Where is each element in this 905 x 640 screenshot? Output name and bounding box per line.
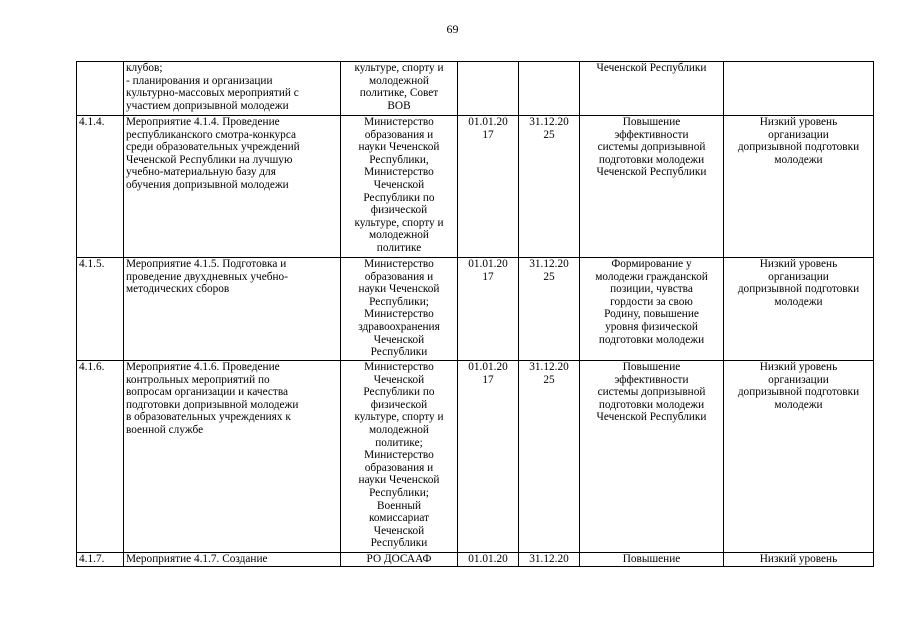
measure-risk: [724, 553, 874, 567]
measure-number: 4.1.4.: [77, 116, 124, 258]
cell-line: политике, Совет: [359, 87, 439, 100]
cell-line: 01.01.20: [468, 116, 508, 128]
cell-line: подготовки молодежи: [598, 398, 705, 411]
cell-line: 31.12.20: [529, 258, 569, 270]
cell-line: ВОВ: [387, 99, 411, 112]
table-row: [77, 258, 874, 361]
cell-line: Низкий уровень: [759, 553, 838, 565]
cell-line: Республики,: [369, 153, 429, 166]
cell-line: молодежи: [774, 295, 823, 308]
cell-line: Министерство: [364, 166, 434, 179]
cell-line: подготовки молодежи: [598, 333, 705, 346]
cell-line: 17: [482, 128, 494, 141]
measure-risk: [724, 62, 874, 116]
measure-risk: [724, 258, 874, 361]
table-row: [77, 116, 874, 258]
measure-description: [124, 361, 341, 553]
cell-line: политике: [376, 241, 422, 254]
cell-line: Формирование у: [611, 258, 692, 270]
cell-line: Республики по: [363, 191, 435, 204]
cell-line: молодежной: [369, 229, 429, 242]
measure-description: [124, 116, 341, 258]
cell-line: Военный: [376, 499, 422, 512]
cell-line: молодежи гражданской: [595, 270, 708, 283]
measure-executor: [341, 258, 458, 361]
cell-line: политике;: [375, 436, 423, 449]
cell-line: - планирования и организации: [126, 74, 273, 87]
cell-line: допризывной подготовки: [737, 386, 860, 399]
cell-line: подготовки допризывной молодежи: [126, 398, 299, 411]
cell-line: Чеченской: [373, 178, 425, 191]
cell-line: 01.01.20: [468, 258, 508, 270]
cell-line: молодежи: [774, 153, 823, 166]
cell-line: молодежной: [369, 74, 429, 87]
cell-line: организации: [768, 373, 829, 386]
cell-line: науки Чеченской: [358, 141, 440, 154]
table-row: [77, 553, 874, 567]
cell-line: эффективности: [614, 128, 689, 141]
measure-executor: [341, 116, 458, 258]
cell-line: республиканского смотра-конкурса: [126, 128, 296, 141]
cell-line: Чеченской: [373, 373, 425, 386]
cell-line: Республики по: [363, 386, 435, 399]
measure-number: 4.1.6.: [77, 361, 124, 553]
measure-risk: [724, 361, 874, 553]
table-row: [77, 62, 874, 116]
measure-number: [77, 62, 124, 116]
cell-line: здравоохранения: [358, 320, 440, 333]
cell-line: организации: [768, 270, 829, 283]
cell-line: Мероприятие 4.1.5. Подготовка и: [126, 258, 287, 270]
cell-line: образования и: [364, 128, 434, 141]
cell-line: Республики;: [369, 295, 429, 308]
cell-line: Чеченской Республики: [596, 62, 707, 74]
cell-line: комиссариат: [368, 512, 430, 525]
cell-line: 31.12.20: [529, 553, 569, 565]
cell-line: Низкий уровень: [759, 361, 838, 373]
cell-line: 17: [482, 270, 494, 283]
cell-line: Повышение: [622, 116, 681, 128]
cell-line: Республики: [370, 346, 428, 359]
measure-expected-result: [580, 361, 724, 553]
cell-line: 17: [482, 373, 494, 386]
cell-line: в образовательных учреждениях к: [126, 411, 291, 424]
cell-line: Повышение: [622, 361, 681, 373]
cell-line: Низкий уровень: [759, 258, 838, 270]
cell-line: образования и: [364, 270, 434, 283]
cell-line: допризывной подготовки: [737, 283, 860, 296]
measure-description: [124, 258, 341, 361]
cell-line: обучения допризывной молодежи: [126, 178, 289, 191]
measure-start-date: [458, 553, 519, 567]
cell-line: Низкий уровень: [759, 116, 838, 128]
cell-line: 01.01.20: [468, 553, 508, 565]
measure-executor: [341, 62, 458, 116]
cell-line: проведение двухдневных учебно-: [126, 270, 288, 283]
page-number: 69: [446, 22, 459, 36]
cell-line: 01.01.20: [468, 361, 508, 373]
cell-line: военной службе: [126, 423, 204, 436]
measure-end-date: [519, 116, 580, 258]
cell-line: системы допризывной: [597, 141, 706, 154]
cell-line: эффективности: [614, 373, 689, 386]
cell-line: клубов;: [126, 62, 163, 74]
measure-description: [124, 62, 341, 116]
cell-line: подготовки молодежи: [598, 153, 705, 166]
cell-line: допризывной подготовки: [737, 141, 860, 154]
cell-line: Мероприятие 4.1.6. Проведение: [126, 361, 280, 373]
cell-line: 25: [543, 128, 555, 141]
cell-line: Чеченской Республики: [596, 166, 707, 179]
measure-expected-result: [580, 553, 724, 567]
cell-line: науки Чеченской: [358, 283, 440, 296]
measure-executor: [341, 361, 458, 553]
cell-line: 31.12.20: [529, 361, 569, 373]
measure-risk: [724, 116, 874, 258]
measure-end-date: [519, 361, 580, 553]
cell-line: Министерство: [364, 361, 434, 373]
cell-line: 25: [543, 270, 555, 283]
measure-start-date: [458, 116, 519, 258]
measure-expected-result: [580, 62, 724, 116]
cell-line: гордости за свою: [610, 295, 693, 308]
measure-end-date: [519, 62, 580, 116]
cell-line: Министерство: [364, 308, 434, 321]
measure-start-date: [458, 258, 519, 361]
cell-line: Чеченской: [373, 524, 425, 537]
cell-line: культуре, спорту и: [354, 62, 444, 74]
cell-line: физической: [370, 204, 428, 217]
cell-line: Родину, повышение: [604, 308, 699, 321]
cell-line: физической: [370, 398, 428, 411]
measure-end-date: [519, 553, 580, 567]
cell-line: Чеченской: [373, 333, 425, 346]
cell-line: образования и: [364, 461, 434, 474]
cell-line: Мероприятие 4.1.4. Проведение: [126, 116, 280, 128]
measure-number: 4.1.5.: [77, 258, 124, 361]
cell-line: Повышение: [622, 553, 681, 565]
measure-expected-result: [580, 116, 724, 258]
cell-line: Мероприятие 4.1.7. Создание: [126, 553, 268, 565]
cell-line: Республики;: [369, 486, 429, 499]
cell-line: системы допризывной: [597, 386, 706, 399]
cell-line: методических сборов: [126, 283, 230, 296]
cell-line: 25: [543, 373, 555, 386]
cell-line: культуре, спорту и: [354, 411, 444, 424]
cell-line: Чеченской Республики: [596, 411, 707, 424]
cell-line: молодежной: [369, 423, 429, 436]
cell-line: Министерство: [364, 449, 434, 462]
measures-table: [76, 61, 874, 567]
cell-line: Республики: [370, 537, 428, 550]
cell-line: вопросам организации и качества: [126, 386, 289, 399]
measure-start-date: [458, 361, 519, 553]
cell-line: контрольных мероприятий по: [126, 373, 270, 386]
measure-start-date: [458, 62, 519, 116]
cell-line: науки Чеченской: [358, 474, 440, 487]
cell-line: РО ДОСААФ: [366, 553, 432, 565]
cell-line: Чеченской Республики на лучшую: [126, 153, 293, 166]
cell-line: 31.12.20: [529, 116, 569, 128]
cell-line: культурно-массовых мероприятий с: [126, 87, 299, 100]
cell-line: среди образовательных учреждений: [126, 141, 300, 154]
cell-line: позиции, чувства: [610, 283, 693, 296]
cell-line: Министерство: [364, 116, 434, 128]
measure-executor: [341, 553, 458, 567]
cell-line: Министерство: [364, 258, 434, 270]
cell-line: учебно-материальную базу для: [126, 166, 276, 179]
cell-line: участием допризывной молодежи: [126, 99, 289, 112]
measure-number: 4.1.7.: [77, 553, 124, 567]
cell-line: уровня физической: [605, 320, 698, 333]
table-row: [77, 361, 874, 553]
measure-end-date: [519, 258, 580, 361]
cell-line: молодежи: [774, 398, 823, 411]
measure-expected-result: [580, 258, 724, 361]
cell-line: организации: [768, 128, 829, 141]
measure-description: [124, 553, 341, 567]
cell-line: культуре, спорту и: [354, 216, 444, 229]
